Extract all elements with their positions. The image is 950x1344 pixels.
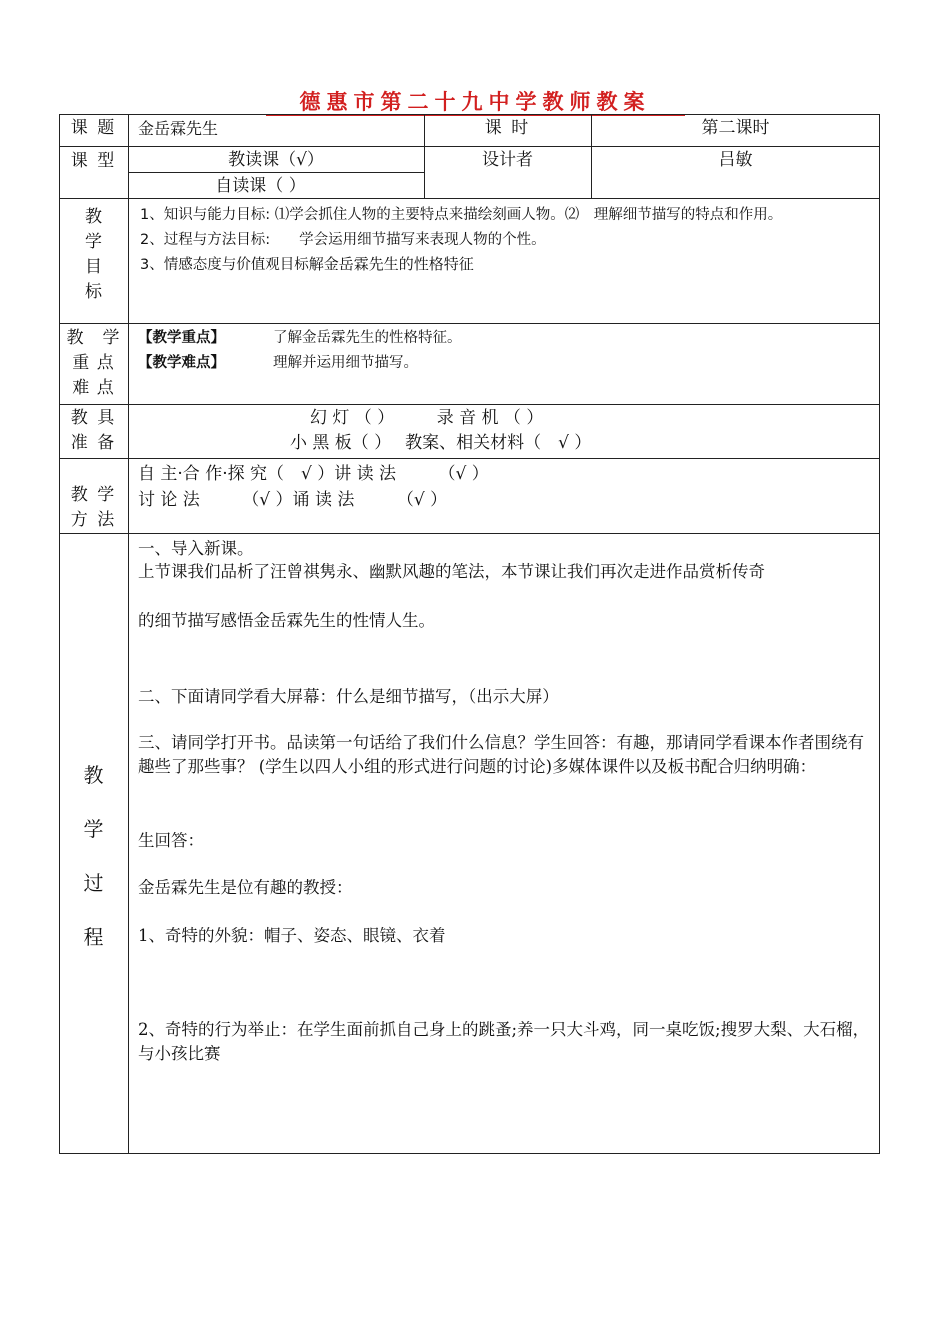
- page-title: 德惠市第二十九中学教师教案: [0, 86, 950, 116]
- key-tag: 【教学重点】: [138, 330, 225, 346]
- process-para-8: 1、奇特的外貌：帽子、姿态、眼镜、衣着: [138, 926, 446, 945]
- process-para-4: 二、下面请同学看大屏幕：什么是细节描写，（出示大屏）: [138, 687, 559, 706]
- tools-label: 教 具 准 备: [70, 408, 117, 453]
- type-option-2: 自读课（ ）: [215, 176, 306, 196]
- type-option-1: 教读课（√）: [228, 150, 324, 170]
- difficulty-text: 理解并运用细节描写。: [273, 355, 418, 371]
- objective-line-3: 3、情感态度与价值观目标解金岳霖先生的性格特征: [140, 255, 474, 273]
- tools-line-2: 小 黑 板（ ） 教案、相关材料（ √ ）: [290, 433, 592, 453]
- process-para-3: 的细节描写感悟金岳霖先生的性情人生。: [138, 611, 435, 630]
- topic-label: 课 题: [70, 118, 117, 138]
- designer-value: 吕敏: [718, 150, 753, 170]
- period-label: 课 时: [484, 118, 531, 138]
- methods-line-1: 自 主·合 作·探 究（ √ ）讲 读 法 （√ ）: [138, 464, 489, 484]
- process-para-5: 三、请同学打开书。品读第一句话给了我们什么信息？学生回答：有趣，那请同学看课本作者围绕有趣些了那些事？ (学生以四人小组的形式进行问题的讨论)多媒体课件以及板书配合归纳明确：: [138, 733, 864, 776]
- objective-line-1: 1、知识与能力目标: ⑴学会抓住人物的主要特点来描绘刻画人物。⑵ 理解细节描写的特点和作用。: [140, 207, 783, 223]
- process-para-7: 金岳霖先生是位有趣的教授：: [138, 878, 353, 897]
- process-para-9: 2、奇特的行为举止：在学生面前抓自己身上的跳蚤;养一只大斗鸡，同一桌吃饭;搜罗大梨、大石榴，与小孩比赛: [138, 1020, 870, 1063]
- type-label: 课 型: [70, 151, 117, 171]
- keypoints-label: 教 学 重 点 难 点: [66, 328, 121, 398]
- key-text: 了解金岳霖先生的性格特征。: [273, 330, 462, 346]
- methods-line-2: 讨 论 法 （√ ）诵 读 法 （√ ）: [138, 490, 448, 510]
- period-value: 第二课时: [701, 118, 770, 138]
- objective-line-2: 2、过程与方法目标: 学会运用细节描写来表现人物的个性。: [140, 232, 546, 248]
- designer-label: 设计者: [482, 150, 533, 170]
- process-para-1: 一、导入新课。: [138, 539, 254, 558]
- tools-line-1: 幻 灯 （ ） 录 音 机 （ ）: [310, 408, 544, 428]
- process-para-6: 生回答：: [138, 831, 204, 850]
- topic-value: 金岳霖先生: [138, 119, 219, 138]
- process-para-2: 上节课我们品析了汪曾祺隽永、幽默风趣的笔法，本节课让我们再次走进作品赏析传奇: [138, 562, 765, 581]
- methods-label: 教 学 方 法: [70, 485, 117, 530]
- process-label: 教 学 过 程: [83, 763, 104, 949]
- difficulty-tag: 【教学难点】: [138, 355, 225, 371]
- objectives-label: 教 学 目 标: [85, 207, 102, 302]
